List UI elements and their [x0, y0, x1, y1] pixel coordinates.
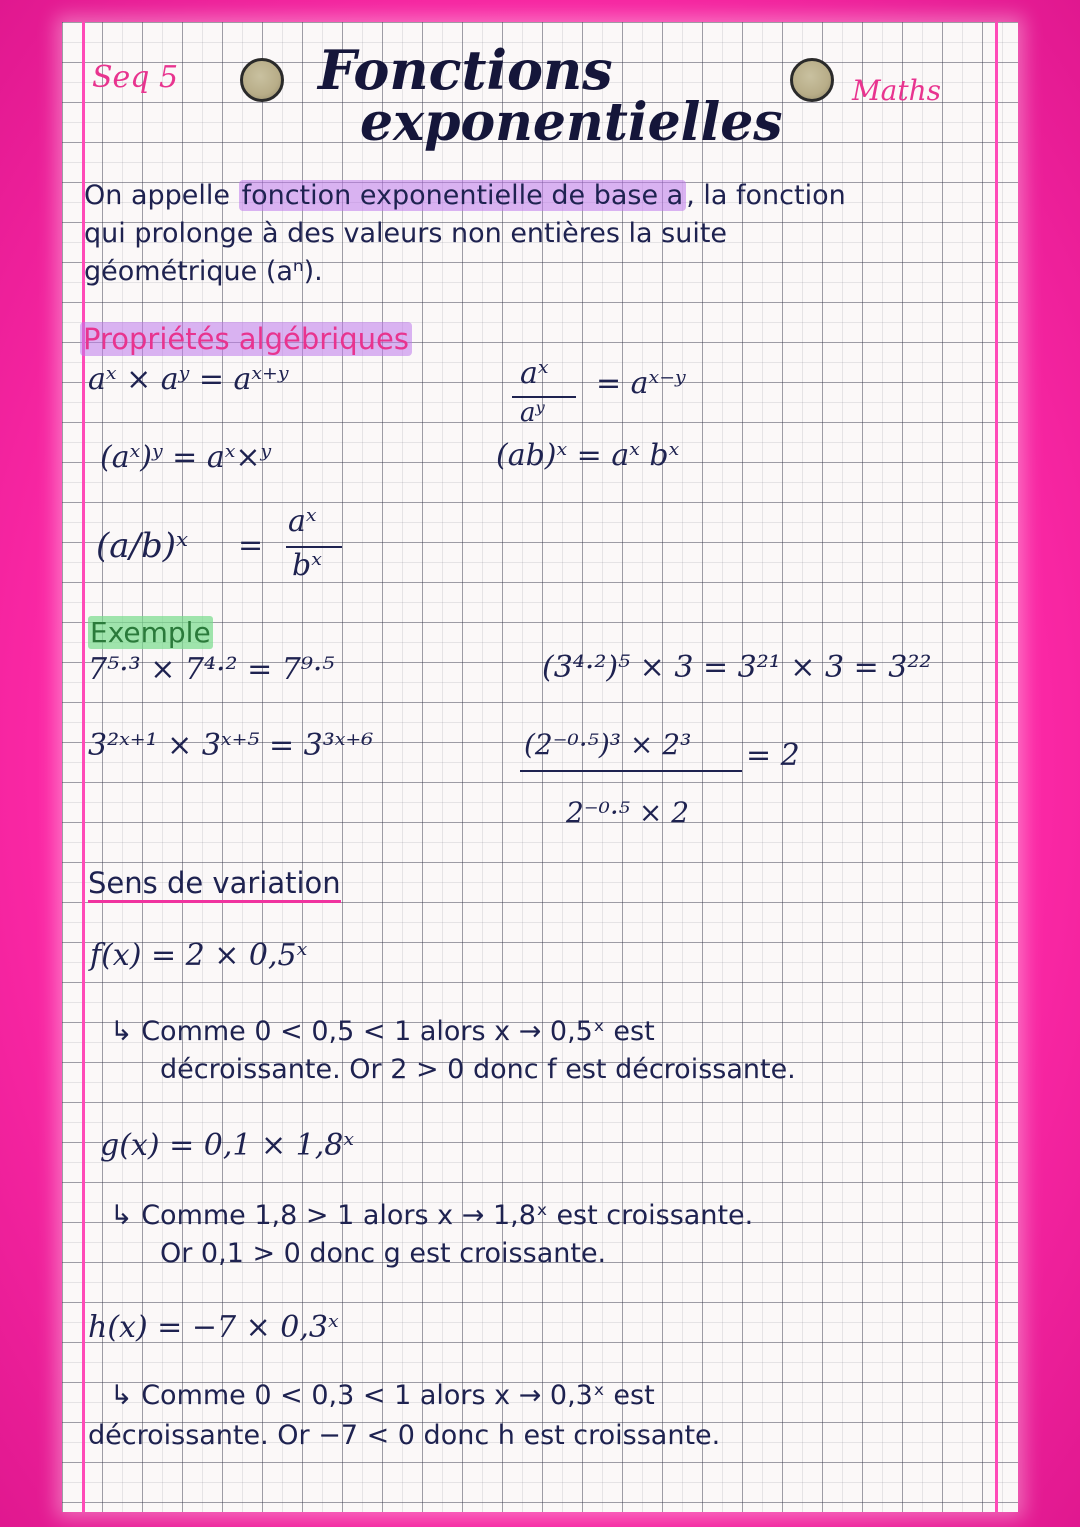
example-4-numerator: (2⁻⁰·⁵)³ × 2³ — [524, 728, 692, 761]
example-3: 3²ˣ⁺¹ × 3ˣ⁺⁵ = 3³ˣ⁺⁶ — [88, 728, 374, 763]
property-quotient-denominator: aʸ — [520, 398, 545, 428]
binder-hole-icon — [240, 58, 284, 102]
right-margin-line — [995, 22, 998, 1512]
variation-heading-text: Sens de variation — [88, 866, 341, 903]
properties-heading-text: Propriétés algébriques — [80, 322, 412, 356]
property-equals: = — [238, 528, 264, 563]
example-4-denominator: 2⁻⁰·⁵ × 2 — [566, 796, 690, 829]
definition-line-3: géométrique (aⁿ). — [84, 256, 323, 287]
property-quotient-power: (a/b)ˣ — [96, 526, 189, 566]
function-f-explanation-1: ↳ Comme 0 < 0,5 < 1 alors x → 0,5ˣ est — [110, 1016, 655, 1047]
definition-text: , la fonction — [686, 180, 846, 211]
function-g-explanation-2: Or 0,1 > 0 donc g est croissante. — [160, 1238, 607, 1269]
binder-hole-icon — [790, 58, 834, 102]
page-title-line2: exponentielles — [360, 92, 783, 153]
example-2: (3⁴·²)⁵ × 3 = 3²¹ × 3 = 3²² — [542, 650, 932, 685]
definition-line-1 — [84, 180, 846, 211]
definition-highlight: fonction exponentielle de base a — [239, 180, 687, 211]
function-h-explanation-2: décroissante. Or −7 < 0 donc h est croissante. — [88, 1420, 721, 1451]
properties-heading — [80, 322, 412, 356]
example-heading-text: Exemple — [90, 616, 211, 649]
subject-label: Maths — [852, 74, 942, 107]
variation-heading — [88, 866, 341, 900]
sequence-label: Seq 5 — [92, 60, 179, 95]
property-denominator: bˣ — [292, 548, 322, 583]
function-h-definition: h(x) = −7 × 0,3ˣ — [88, 1310, 339, 1345]
example-4-result: = 2 — [746, 738, 800, 773]
property-product-power: (ab)ˣ = aˣ bˣ — [496, 438, 680, 473]
function-g-explanation-1: ↳ Comme 1,8 > 1 alors x → 1,8ˣ est croissante. — [110, 1200, 754, 1231]
example-heading — [88, 616, 213, 649]
property-quotient-numerator: aˣ — [520, 356, 549, 391]
function-f-explanation-2: décroissante. Or 2 > 0 donc f est décroissante. — [160, 1054, 796, 1085]
page-title-line1: Fonctions — [318, 38, 613, 102]
definition-line-2: qui prolonge à des valeurs non entières la suite — [84, 218, 728, 249]
fraction-bar — [520, 770, 742, 772]
function-g-definition: g(x) = 0,1 × 1,8ˣ — [100, 1128, 355, 1163]
property-numerator: aˣ — [288, 504, 317, 539]
property-power: (aˣ)ʸ = aˣ×ʸ — [100, 440, 272, 475]
function-f-definition: f(x) = 2 × 0,5ˣ — [90, 938, 308, 973]
property-product: aˣ × aʸ = aˣ⁺ʸ — [88, 362, 289, 397]
function-h-explanation-1: ↳ Comme 0 < 0,3 < 1 alors x → 0,3ˣ est — [110, 1380, 655, 1411]
example-1: 7⁵·³ × 7⁴·² = 7⁹·⁵ — [88, 652, 335, 687]
property-quotient-result: = aˣ⁻ʸ — [596, 366, 686, 401]
definition-text: On appelle — [84, 180, 239, 211]
